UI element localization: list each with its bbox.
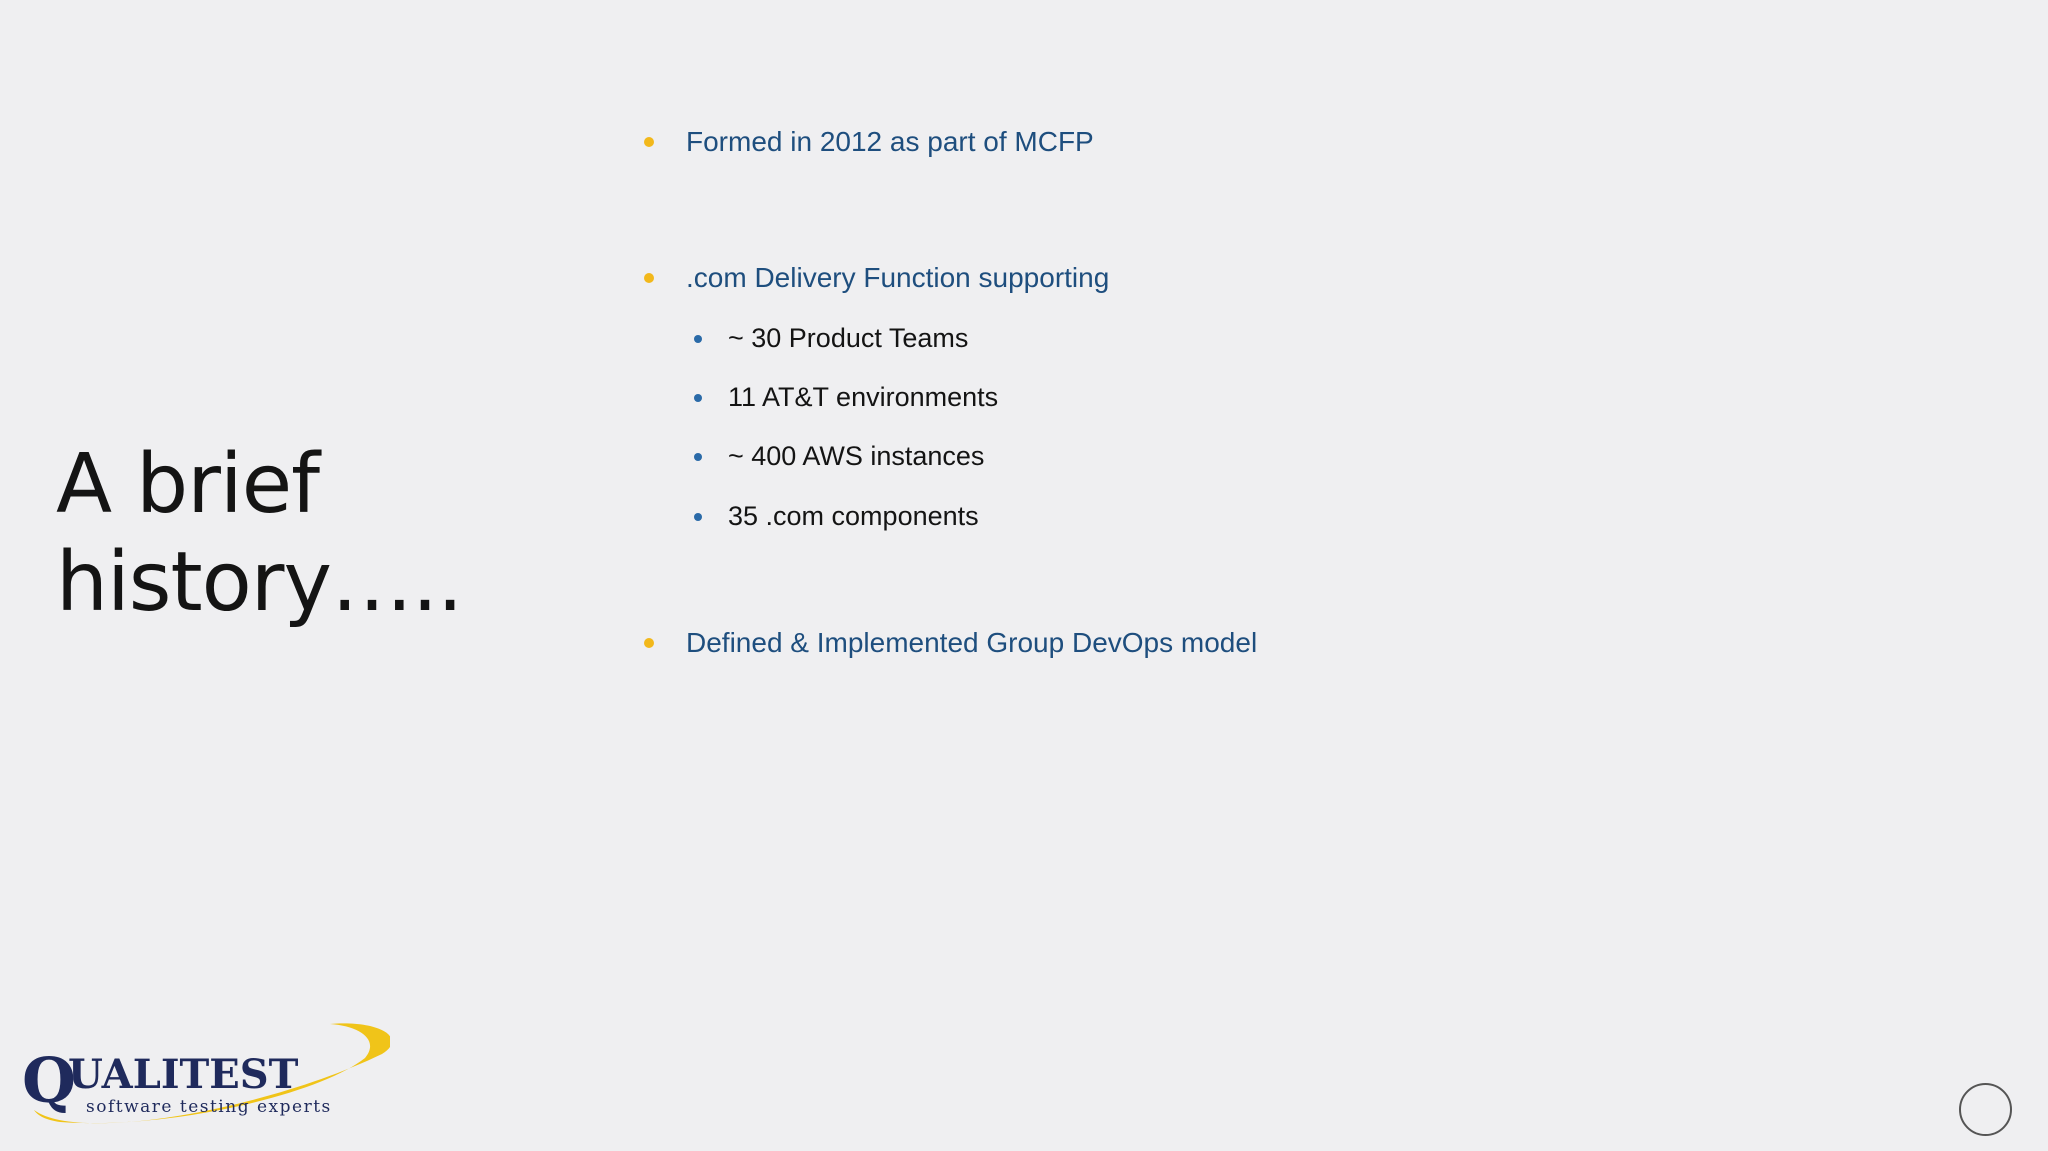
sub-bullet-dot-icon [694,453,702,461]
sub-bullet-text: ~ 30 Product Teams [728,323,969,353]
bullet-text: .com Delivery Function supporting [686,262,1110,293]
sub-bullet-item [728,377,998,417]
bullet-dot-icon [644,638,654,648]
bullet-list [640,0,1840,700]
sub-bullet-dot-icon [694,513,702,521]
slide-title [56,436,462,632]
bullet-dot-icon [644,137,654,147]
title-line-2: history….. [56,535,463,630]
sub-bullet-text: ~ 400 AWS instances [728,441,985,471]
bullet-text: Formed in 2012 as part of MCFP [686,126,1094,157]
sub-bullet-item [728,318,968,358]
sub-bullet-text: 35 .com components [728,501,979,531]
logo-tagline: software testing experts [86,1097,332,1117]
bullet-text: Defined & Implemented Group DevOps model [686,627,1258,658]
bullet-dot-icon [644,273,654,283]
title-line-1: A brief [56,437,320,532]
sub-bullet-dot-icon [694,335,702,343]
logo-wordmark: UALITEST [68,1051,299,1098]
sub-bullet-text: 11 AT&T environments [728,382,999,412]
bullet-item [686,258,1109,298]
bullet-item [686,623,1257,663]
sub-bullet-item [728,436,984,476]
bullet-item [686,122,1094,162]
slide-number-circle-icon [1959,1083,2012,1136]
qualitest-logo [20,1018,390,1128]
sub-bullet-dot-icon [694,394,702,402]
sub-bullet-item [728,496,979,536]
logo-letter-q: Q [22,1044,77,1117]
